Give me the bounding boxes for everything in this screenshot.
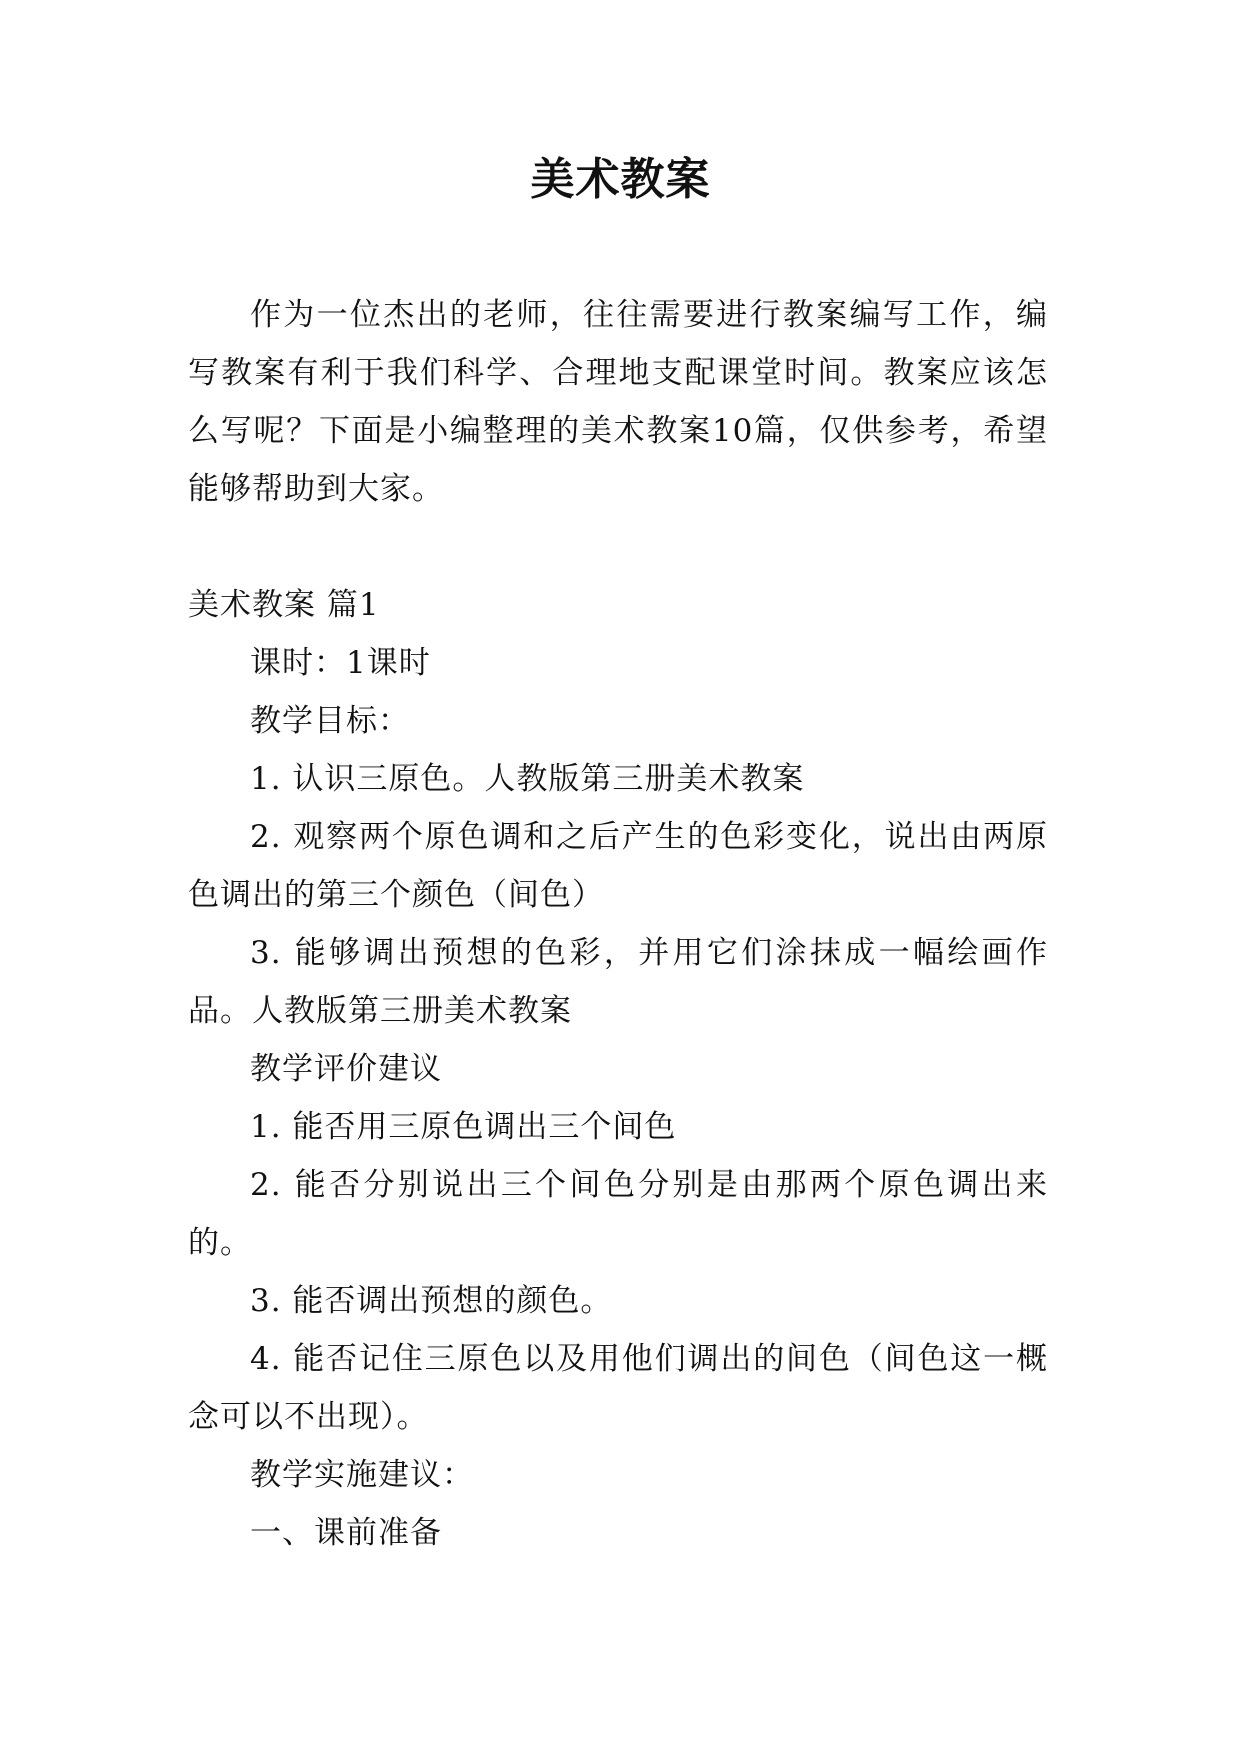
section-title: 美术教案 篇1 [188,587,380,623]
paragraph-goal-1: 1. 认识三原色。人教版第三册美术教案 [250,761,805,797]
intro-paragraph: 作为一位杰出的老师，往往需要进行教案编写工作，编写教案有利于我们科学、合理地支配课堂时间。教案应该怎么写呢？下面是小编整理的美术教案10篇，仅供参考，希望能够帮助到大家。 [188,297,1048,507]
paragraph-evaluation-2: 2. 能否分别说出三个间色分别是由那两个原色调出来的。 [188,1167,1048,1261]
paragraph-goal-2: 2. 观察两个原色调和之后产生的色彩变化，说出由两原色调出的第三个颜色（间色） [188,819,1048,913]
document-title: 美术教案 [530,154,711,205]
paragraph-implementation-heading: 教学实施建议： [250,1457,474,1493]
paragraph-goal-3: 3. 能够调出预想的色彩，并用它们涂抹成一幅绘画作品。人教版第三册美术教案 [188,935,1048,1029]
paragraph-evaluation-1: 1. 能否用三原色调出三个间色 [250,1109,677,1145]
paragraph-evaluation-heading: 教学评价建议 [250,1051,442,1087]
lesson-body [188,576,1048,1562]
intro-section [188,286,1048,518]
paragraph-class-hours: 课时：1课时 [250,645,431,681]
paragraph-evaluation-3: 3. 能否调出预想的颜色。 [250,1283,613,1319]
paragraph-preparation-heading: 一、课前准备 [250,1515,442,1551]
paragraph-teaching-goals-heading: 教学目标： [250,703,410,739]
paragraph-evaluation-4: 4. 能否记住三原色以及用他们调出的间色（间色这一概念可以不出现）。 [188,1341,1048,1435]
